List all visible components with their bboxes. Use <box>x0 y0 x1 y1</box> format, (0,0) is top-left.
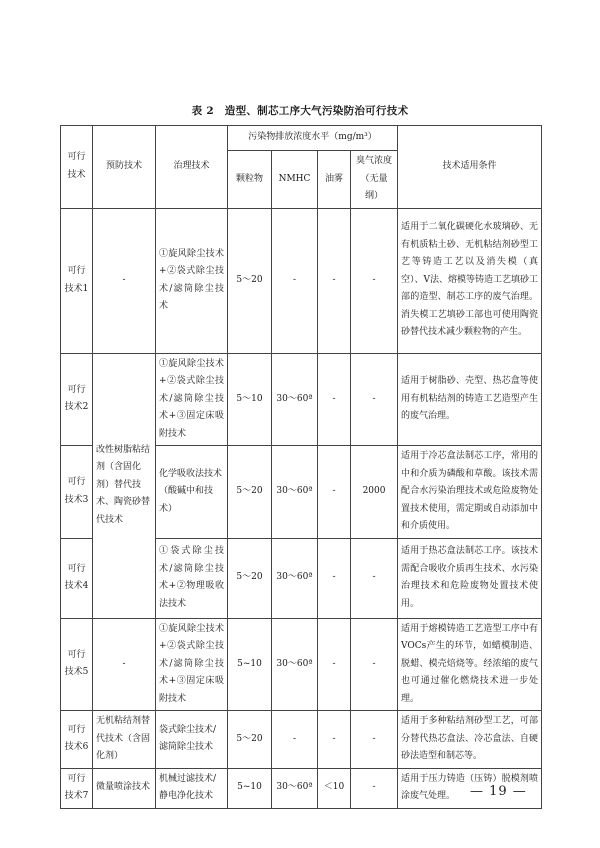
row-conditions: 适用于二氧化碳硬化水玻璃砂、无有机质粘土砂、无机粘结剂砂型工艺等铸造工艺以及消失模（真空）、V法、熔模等铸造工艺填砂工部的造型、制芯工序的废气治理。消失模工艺填砂工部也可使用陶瓷砂替代技术减少颗粒物的产生。 <box>398 208 542 353</box>
feasible-technology-table <box>60 125 542 809</box>
row-odor: - <box>351 538 398 618</box>
row-particulate: 5～20 <box>228 538 272 618</box>
row-name: 可行技术5 <box>61 618 93 711</box>
row-name: 可行技术2 <box>61 353 93 446</box>
row-nmhc: - <box>272 711 318 769</box>
row-prevention: 无机粘结剂替代技术（含固化剂） <box>93 711 156 769</box>
row-odor: - <box>351 208 398 353</box>
row-nmhc: 30～60ª <box>272 353 318 446</box>
row-prevention: 微量喷涂技术 <box>93 768 156 808</box>
row-conditions: 适用于冷芯盒法制芯工序，常用的中和介质为磷酸和草酸。该技术需配合水污染治理技术或危险废物处置技术使用，需定期或自动添加中和介质使用。 <box>398 446 542 539</box>
page-number: — 19 — <box>470 784 527 799</box>
header-conditions: 技术适用条件 <box>398 126 542 209</box>
row-oil-mist: - <box>318 618 351 711</box>
row-odor: 2000 <box>351 446 398 539</box>
row-treatment: 机械过滤技术/静电净化技术 <box>156 768 228 808</box>
row-prevention: - <box>93 618 156 711</box>
header-emission-group: 污染物排放浓度水平（mg/m³） <box>228 126 398 151</box>
row-treatment: ①旋风除尘技术+②袋式除尘技术/滤筒除尘技术 <box>156 208 228 353</box>
row-treatment: 袋式除尘技术/滤筒除尘技术 <box>156 711 228 769</box>
row-conditions: 适用于多种粘结剂砂型工艺，可部分替代热芯盒法、冷芯盒法、自硬砂法造型和制芯等。 <box>398 711 542 769</box>
row-nmhc: 30～60ª <box>272 618 318 711</box>
row-particulate: 5～20 <box>228 446 272 539</box>
row-particulate: 5～20 <box>228 208 272 353</box>
row-conditions: 适用于压力铸造（压铸）脱模剂喷涂废气处理。 <box>398 768 542 808</box>
row-particulate: 5~10 <box>228 618 272 711</box>
row-conditions: 适用于熔模铸造工艺造型工序中有VOCs产生的环节，如蜡模制造、脱蜡、模壳焙烧等。经浓缩的废气也可通过催化燃烧技术进一步处理。 <box>398 618 542 711</box>
header-prevention: 预防技术 <box>93 126 156 209</box>
row-treatment: 化学吸收法技术（酸碱中和技术） <box>156 446 228 539</box>
row-treatment: ①旋风除尘技术+②袋式除尘技术/滤筒除尘技术+③固定床吸附技术 <box>156 618 228 711</box>
row-nmhc: 30～60ª <box>272 768 318 808</box>
header-odor: 臭气浓度（无量纲） <box>351 151 398 209</box>
row-oil-mist: - <box>318 446 351 539</box>
row-oil-mist: - <box>318 353 351 446</box>
table-row <box>61 618 542 711</box>
table-row <box>61 208 542 353</box>
header-row <box>61 126 542 151</box>
row-name: 可行技术6 <box>61 711 93 769</box>
row-prevention-merged: 改性树脂粘结剂（含固化剂）替代技术、陶瓷砂替代技术 <box>93 353 156 618</box>
row-name: 可行技术7 <box>61 768 93 808</box>
table-row <box>61 353 542 446</box>
row-conditions: 适用于树脂砂、壳型、热芯盒等使用有机粘结剂的铸造工艺造型产生的废气治理。 <box>398 353 542 446</box>
row-odor: - <box>351 618 398 711</box>
row-particulate: 5～20 <box>228 711 272 769</box>
header-particulate: 颗粒物 <box>228 151 272 209</box>
row-conditions: 适用于热芯盒法制芯工序。该技术需配合吸收介质再生技术、水污染治理技术和危险废物处置技术使用。 <box>398 538 542 618</box>
row-oil-mist: - <box>318 538 351 618</box>
row-treatment: ①袋式除尘技术/滤筒除尘技术+②物理吸收法技术 <box>156 538 228 618</box>
row-odor: - <box>351 711 398 769</box>
row-name: 可行技术1 <box>61 208 93 353</box>
row-particulate: 5～10 <box>228 353 272 446</box>
table-row <box>61 711 542 769</box>
row-particulate: 5~10 <box>228 768 272 808</box>
header-feasible: 可行技术 <box>61 126 93 209</box>
row-oil-mist: - <box>318 208 351 353</box>
table-title: 表 2 造型、制芯工序大气污染防治可行技术 <box>191 105 409 117</box>
row-prevention: - <box>93 208 156 353</box>
row-odor: - <box>351 353 398 446</box>
row-nmhc: 30～60ª <box>272 538 318 618</box>
row-oil-mist: ＜10 <box>318 768 351 808</box>
header-nmhc: NMHC <box>272 151 318 209</box>
row-nmhc: - <box>272 208 318 353</box>
row-name: 可行技术3 <box>61 446 93 539</box>
row-nmhc: 30～60ª <box>272 446 318 539</box>
row-name: 可行技术4 <box>61 538 93 618</box>
row-treatment: ①旋风除尘技术+②袋式除尘技术/滤筒除尘技术+③固定床吸附技术 <box>156 353 228 446</box>
row-odor: - <box>351 768 398 808</box>
header-treatment: 治理技术 <box>156 126 228 209</box>
row-oil-mist: - <box>318 711 351 769</box>
header-oil-mist: 油雾 <box>318 151 351 209</box>
